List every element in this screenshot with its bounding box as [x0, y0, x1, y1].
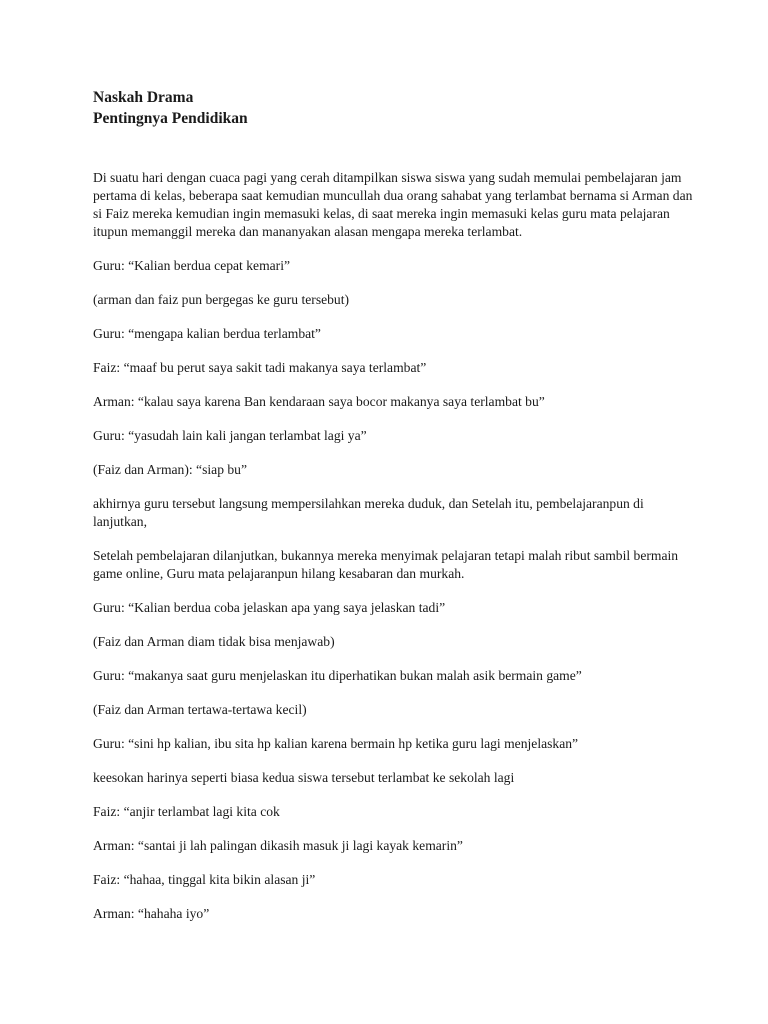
document-title	[93, 87, 693, 129]
dialogue-line: Arman: “santai ji lah palingan dikasih masuk ji lagi kayak kemarin”	[93, 838, 463, 853]
title-line-1: Naskah Drama	[93, 89, 194, 106]
dialogue-line: Guru: “mengapa kalian berdua terlambat”	[93, 326, 321, 341]
dialogue-line: Guru: “makanya saat guru menjelaskan itu diperhatikan bukan malah asik bermain game”	[93, 668, 582, 683]
dialogue-line: Guru: “Kalian berdua cepat kemari”	[93, 258, 291, 273]
stage-direction: (arman dan faiz pun bergegas ke guru tersebut)	[93, 292, 350, 307]
dialogue-line: Arman: “kalau saya karena Ban kendaraan saya bocor makanya saya terlambat bu”	[93, 394, 545, 409]
narration-paragraph: akhirnya guru tersebut langsung mempersilahkan mereka duduk, dan Setelah itu, pembelajaranpun di lanjutkan,	[93, 496, 644, 529]
dialogue-line: (Faiz dan Arman): “siap bu”	[93, 462, 248, 477]
title-line-2: Pentingnya Pendidikan	[93, 110, 248, 127]
document-page	[93, 87, 693, 939]
document-body	[93, 169, 693, 923]
narration-line: keesokan harinya seperti biasa kedua siswa tersebut terlambat ke sekolah lagi	[93, 770, 515, 785]
dialogue-line: Guru: “yasudah lain kali jangan terlambat lagi ya”	[93, 428, 367, 443]
stage-direction: (Faiz dan Arman tertawa-tertawa kecil)	[93, 702, 307, 717]
dialogue-line: Faiz: “maaf bu perut saya sakit tadi makanya saya terlambat”	[93, 360, 427, 375]
dialogue-line: Guru: “Kalian berdua coba jelaskan apa yang saya jelaskan tadi”	[93, 600, 446, 615]
paragraph-intro: Di suatu hari dengan cuaca pagi yang cerah ditampilkan siswa siswa yang sudah memulai pembelajaran jam pertama di kelas, beberapa saat kemudian muncullah dua orang sahabat yang terlambat bernama si Arman dan si Faiz mereka kemudian ingin memasuki kelas, di saat mereka ingin memasuki kelas guru mata pelajaran itupun memanggil mereka dan mananyakan alasan mengapa mereka terlambat.	[93, 170, 693, 239]
narration-paragraph: Setelah pembelajaran dilanjutkan, bukannya mereka menyimak pelajaran tetapi malah ribut sambil bermain game online, Guru mata pelajaranpun hilang kesabaran dan murkah.	[93, 548, 679, 581]
dialogue-line: Faiz: “hahaa, tinggal kita bikin alasan ji”	[93, 872, 316, 887]
dialogue-line: Arman: “hahaha iyo”	[93, 906, 210, 921]
dialogue-line: Faiz: “anjir terlambat lagi kita cok	[93, 804, 280, 819]
stage-direction: (Faiz dan Arman diam tidak bisa menjawab)	[93, 634, 335, 649]
dialogue-line: Guru: “sini hp kalian, ibu sita hp kalian karena bermain hp ketika guru lagi menjelaskan”	[93, 736, 579, 751]
